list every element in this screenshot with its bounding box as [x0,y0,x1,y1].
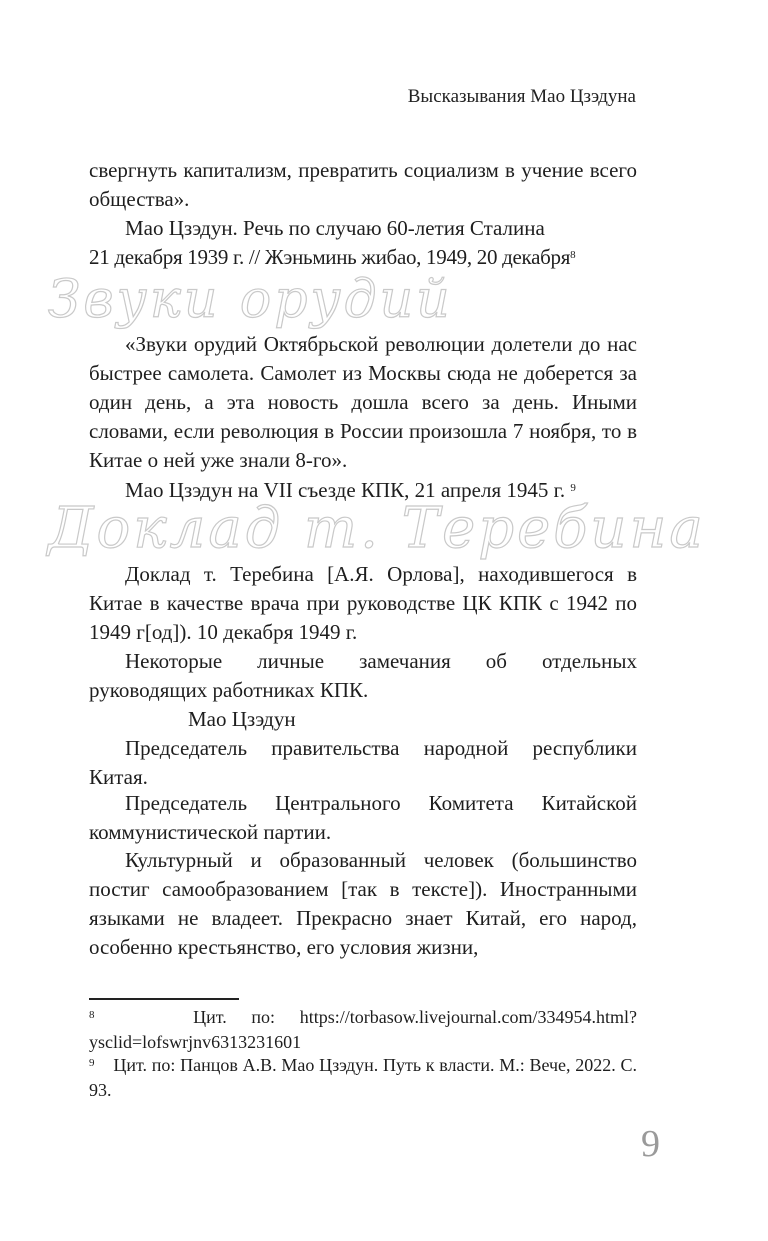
decorative-script-heading-2: Доклад т. Теребина [48,496,706,561]
person-name: Мао Цзэдун [188,707,296,731]
paragraph-3: Доклад т. Теребина [А.Я. Орлова], находившегося в Китае в качестве врача при руководстве ЦК КПК с 1942 по 1949 г[од]). 10 декабря 1949 г. [89,562,637,644]
source-1-line-1: Мао Цзэдун. Речь по случаю 60-летия Сталина [125,216,545,240]
decorative-script-heading-1: Звуки орудий [48,270,453,330]
source-2-text: Мао Цзэдун на VII съезде КПК, 21 апреля 1945 г. [125,478,566,502]
source-1-line-2 [89,243,637,272]
paragraph-2: «Звуки орудий Октябрьской революции долетели до нас быстрее самолета. Самолет из Москвы сюда не доберется за один день, а эта новость дошла всего за день. Иными словами, если революция в России произошла 7 ноября, то в Китае о ней уже знали 8-го». [89,332,637,472]
footnote-9-text: Цит. по: Панцов А.В. Мао Цзэдун. Путь к власти. М.: Вече, 2022. С. 93. [89,1055,637,1100]
footnote-separator [89,998,239,1000]
paragraph-6: Председатель Центрального Комитета Китайской коммунистической партии. [89,791,637,844]
footnote-ref-9: 9 [570,482,576,494]
paragraph-1: свергнуть капитализм, превратить социализм в учение всего общества». [89,158,637,211]
footnote-8-number: 8 [89,1009,95,1021]
paragraph-7: Культурный и образованный человек (большинство постиг самообразованием [так в тексте]). Иностранными языками не владеет. Прекрасно знает Китай, его народ, особенно крестьянство, его условия жизни, [89,848,637,959]
footnote-9-number: 9 [89,1057,95,1069]
paragraph-4: Некоторые личные замечания об отдельных руководящих работниках КПК. [89,649,637,702]
source-1-text: 21 декабря 1939 г. // Жэньминь жибао, 1949, 20 декабря [89,245,571,269]
footnote-9 [89,1053,637,1103]
footnote-8 [89,1005,637,1055]
page-number: 9 [641,1123,660,1165]
running-header: Высказывания Мао Цзэдуна [407,86,636,107]
footnote-8-text: Цит. по: https://torbasow.livejournal.com/334954.html?ysclid=lofswrjnv6313231601 [89,1007,637,1052]
footnote-ref-8: 8 [570,249,576,261]
paragraph-5: Председатель правительства народной республики Китая. [89,736,637,789]
